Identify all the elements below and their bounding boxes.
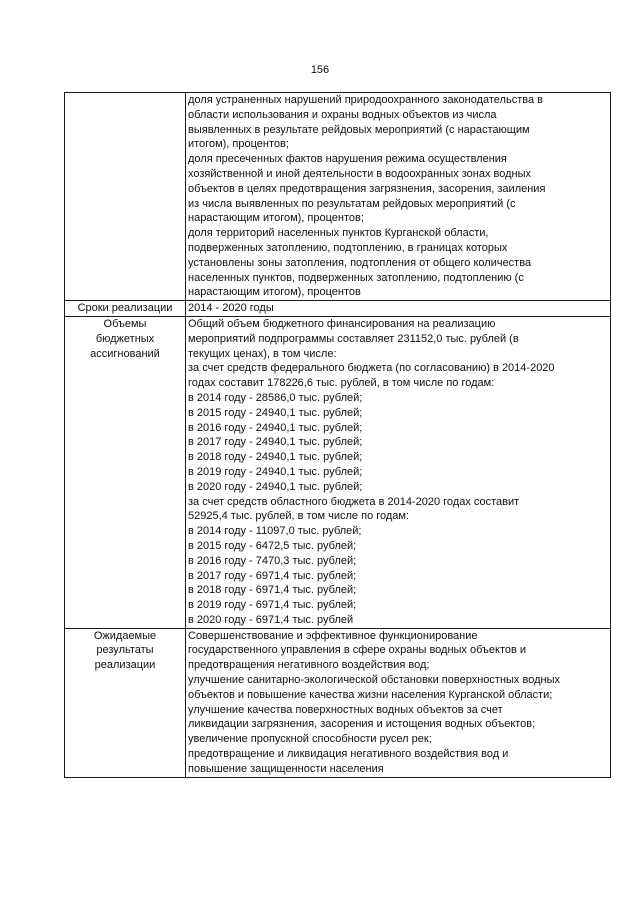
row-content-line: годах составит 178226,6 тыс. рублей, в том числе по годам: — [188, 377, 495, 390]
row-content-line: доля пресеченных фактов нарушения режима осуществления — [188, 153, 507, 166]
row-label-line: результаты — [96, 644, 154, 657]
row-content-line: предотвращение и ликвидация негативного воздействия вод и — [188, 748, 509, 761]
row-content-line: в 2018 году - 6971,4 тыс. рублей; — [188, 584, 357, 597]
row-content-line: за счет средств федерального бюджета (по согласованию) в 2014-2020 — [188, 362, 555, 375]
indicators-row — [65, 93, 611, 301]
row-content-line: нарастающим итогом), процентов; — [188, 212, 364, 225]
row-content-line: доля территорий населенных пунктов Курганской области, — [188, 227, 489, 240]
row-label-cell — [65, 93, 186, 301]
row-label-line: Ожидаемые — [93, 629, 157, 642]
row-content-cell — [186, 316, 611, 628]
row-content-line: объектов в целях предотвращения загрязнения, засорения, заиления — [188, 182, 546, 195]
row-content-line: доля устраненных нарушений природоохранного законодательства в — [188, 94, 543, 106]
row-content-line: в 2014 году - 28586,0 тыс. рублей; — [188, 391, 363, 404]
row-content-line: хозяйственной и иной деятельности в водоохранных зонах водных — [188, 167, 531, 180]
row-content-line: объектов и повышение качества жизни населения Курганской области; — [188, 688, 553, 701]
row-content-line: в 2020 году - 24940,1 тыс. рублей; — [188, 480, 363, 493]
row-content-line: в 2016 году - 7470,3 тыс. рублей; — [188, 554, 357, 567]
row-content-cell — [186, 301, 611, 317]
row-content-line: ликвидации загрязнения, засорения и истощения водных объектов; — [188, 718, 536, 731]
row-label-cell — [65, 628, 186, 777]
row-label-line: Сроки реализации — [77, 302, 173, 315]
row-content-line: 52925,4 тыс. рублей, в том числе по годам: — [188, 510, 410, 523]
row-content-line: итогом), процентов; — [188, 138, 289, 151]
row-content-line: в 2020 году - 6971,4 тыс. рублей — [188, 613, 354, 626]
row-label-line: Объемы — [103, 317, 147, 330]
row-content-line: из числа выявленных по результатам рейдовых мероприятий (с — [188, 197, 516, 210]
row-content-line: подверженных затоплению, подтоплению, в границах которых — [188, 241, 508, 254]
row-content-line: области использования и охраны водных объектов из числа — [188, 108, 497, 121]
expected-results-row — [65, 628, 611, 777]
row-content-line: в 2014 году - 11097,0 тыс. рублей; — [188, 525, 362, 538]
row-content-line: Общий объем бюджетного финансирования на реализацию — [188, 317, 496, 330]
row-label-line: ассигнований — [90, 347, 160, 360]
row-content-line: в 2016 году - 24940,1 тыс. рублей; — [188, 421, 363, 434]
row-content-line: в 2018 году - 24940,1 тыс. рублей; — [188, 451, 363, 464]
row-content-line: в 2019 году - 24940,1 тыс. рублей; — [188, 465, 363, 478]
row-content-line: в 2017 году - 6971,4 тыс. рублей; — [188, 569, 357, 582]
page-number: 156 — [310, 64, 330, 76]
row-content-line: нарастающим итогом), процентов — [188, 286, 361, 299]
row-content-line: установлены зоны затопления, подтопления от общего количества — [188, 256, 532, 269]
row-content-line: в 2015 году - 6472,5 тыс. рублей; — [188, 539, 357, 552]
row-content-line: предотвращения негативного воздействия вод; — [188, 659, 430, 672]
row-content-line: повышение защищенности населения — [188, 762, 384, 775]
row-label-cell — [65, 316, 186, 628]
row-label-line: бюджетных — [95, 332, 155, 345]
table-body — [65, 93, 611, 778]
row-content-line: улучшение качества поверхностных водных объектов за счет — [188, 703, 503, 716]
row-content-line: государственного управления в сфере охраны водных объектов и — [188, 644, 527, 657]
row-content-line: Совершенствование и эффективное функционирование — [188, 629, 478, 642]
budget-row — [65, 316, 611, 628]
row-content-line: 2014 - 2020 годы — [188, 302, 274, 315]
row-content-line: за счет средств областного бюджета в 2014-2020 годах составит — [188, 495, 520, 508]
timeline-row — [65, 301, 611, 317]
row-label-cell — [65, 301, 186, 317]
row-content-line: мероприятий подпрограммы составляет 231152,0 тыс. рублей (в — [188, 332, 519, 345]
row-content-line: в 2019 году - 6971,4 тыс. рублей; — [188, 599, 357, 612]
row-content-line: увеличение пропускной способности русел рек; — [188, 733, 432, 746]
row-content-line: в 2017 году - 24940,1 тыс. рублей; — [188, 436, 363, 449]
row-content-cell — [186, 93, 611, 301]
row-content-line: населенных пунктов, подверженных затоплению, подтоплению (с — [188, 271, 524, 284]
row-label-line: реализации — [94, 659, 156, 672]
row-content-line: в 2015 году - 24940,1 тыс. рублей; — [188, 406, 363, 419]
row-content-line: выявленных в результате рейдовых мероприятий (с нарастающим — [188, 123, 530, 136]
row-content-line: текущих ценах), в том числе: — [188, 347, 337, 360]
row-content-line: улучшение санитарно-экологической обстановки поверхностных водных — [188, 674, 560, 687]
passport-table — [64, 92, 611, 778]
row-content-cell — [186, 628, 611, 777]
